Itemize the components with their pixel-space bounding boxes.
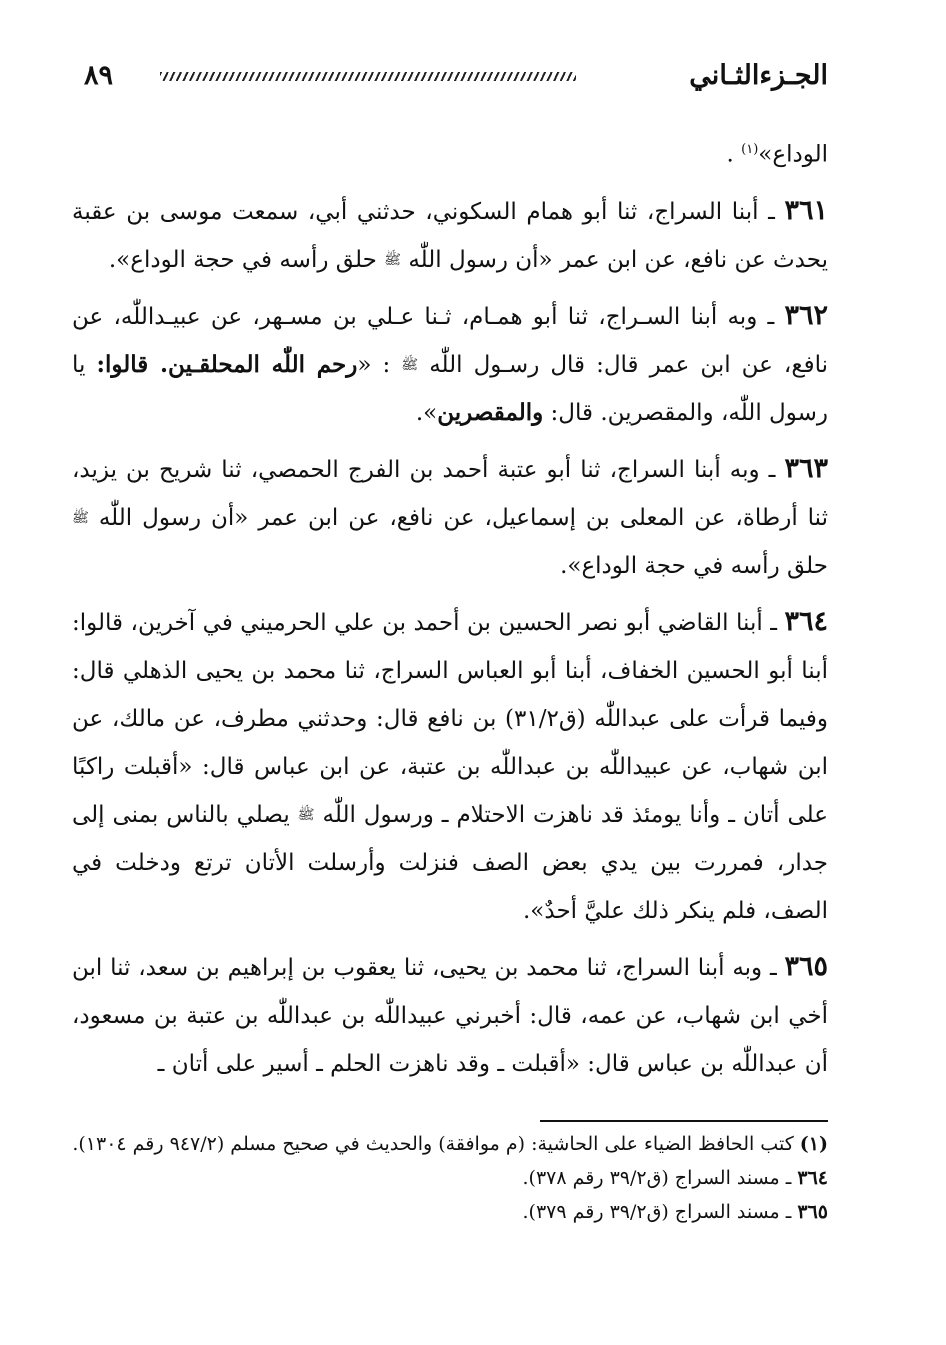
body-text [72, 126, 828, 1088]
hadith-text: ـ وبه أبنا السراج، ثنا محمد بن يحيى، ثنا يعقوب بن إبراهيم بن سعد، ثنا ابن أخي ابن شهاب، عن عمه، قال: أخبرني عبيداللّٰه بن عبداللّٰه بن عتبة بن مسعود، أن عبداللّٰه بن عباس قال: «أقبلت ـ وقد ناهزت الحلم ـ أسير على أتان ـ [72, 954, 828, 1077]
footnote-ref: (١) [741, 142, 759, 157]
page-number: ٨٩ [84, 60, 114, 91]
footnote-number: (١) [799, 1133, 828, 1155]
salutation-glyph: ﷺ [297, 806, 315, 823]
footnote-divider [540, 1120, 828, 1122]
footnote-364 [72, 1162, 828, 1194]
hadith-quote-bold: رحم اللّٰه المحلقـين. قالوا: [96, 350, 358, 378]
footnote-1 [72, 1128, 828, 1160]
hadith-number: ٣٦٣ [784, 452, 828, 484]
hadith-number: ٣٦٢ [784, 299, 828, 331]
hadith-text: يا رسول اللّٰه، والمقصرين. قال: [72, 351, 828, 426]
hadith-text: حلق رأسه في حجة الوداع». [560, 552, 828, 579]
hadith-text: ». [415, 399, 438, 426]
footnotes [72, 1128, 828, 1228]
hadith-text: ـ وبه أبنا السـراج، ثنا أبو همـام، ثـنا عـلي بن مسـهر، عن عبيـداللّٰه، عن نافع، عن ابن عمر قال: قال رسـول اللّٰه [72, 303, 828, 378]
footnote-365 [72, 1196, 828, 1228]
hadith-text: : « [357, 351, 402, 378]
running-title: الجـزءالثـاني [689, 60, 828, 91]
hadith-number: ٣٦٤ [784, 605, 828, 637]
hadith-text: ـ أبنا القاضي أبو نصر الحسين بن أحمد بن علي الحرميني في آخرين، قالوا: أبنا أبو الحسين الخفاف، أبنا أبو العباس السراج، ثنا محمد بن يحيى الذهلي قال: وفيما قرأت على عبداللّٰه (ق٣١/٢) بن نافع قال: وحدثني مطرف، عن مالك، عن ابن شهاب، عن عبيداللّٰه بن عبداللّٰه بن عتبة، عن ابن عباس قال: «أقبلت راكبًا على أتان ـ وأنا يومئذ قد ناهزت الاحتلام ـ ورسول اللّٰه [72, 609, 828, 828]
footnote-text: كتب الحافظ الضياء على الحاشية: (م موافقة) والحديث في صحيح مسلم (٩٤٧/٢ رقم ١٣٠٤). [72, 1133, 800, 1155]
hadith-number: ٣٦٥ [784, 950, 828, 982]
continuation-text: الوداع» [758, 141, 828, 168]
footnote-number: ٣٦٤ [797, 1167, 828, 1189]
salutation-glyph: ﷺ [401, 356, 419, 373]
hadith-365 [72, 943, 828, 1088]
footnote-number: ٣٦٥ [797, 1201, 828, 1223]
hadith-text: يصلي بالناس بمنى إلى جدار، فمررت بين يدي بعض الصف فنزلت وأرسلت الأتان ترتع ودخلت في الصف، فلم ينكر ذلك عليَّ أحدٌ». [72, 801, 828, 924]
footnote-text: ـ مسند السراج (ق٣٩/٢ رقم ٣٧٩). [522, 1201, 798, 1223]
header-rule [160, 72, 576, 81]
hadith-362 [72, 292, 828, 437]
continuation-end: . [726, 141, 742, 168]
hadith-text: ـ أبنا السراج، ثنا أبو همام السكوني، حدثني أبي، سمعت موسى بن عقبة يحدث عن نافع، عن ابن عمر «أن رسول اللّٰه [72, 198, 828, 273]
continuation-line [72, 126, 828, 179]
hadith-number: ٣٦١ [784, 194, 828, 226]
salutation-glyph: ﷺ [384, 251, 402, 268]
hadith-text: حلق رأسه في حجة الوداع». [108, 246, 385, 273]
footnote-text: ـ مسند السراج (ق٣٩/٢ رقم ٣٧٨). [522, 1167, 798, 1189]
hadith-364 [72, 598, 828, 935]
hadith-361 [72, 187, 828, 284]
salutation-glyph: ﷺ [72, 509, 89, 526]
hadith-363 [72, 445, 828, 590]
hadith-text: ـ وبه أبنا السراج، ثنا أبو عتبة أحمد بن الفرج الحمصي، ثنا شريح بن يزيد، ثنا أرطاة، عن المعلى بن إسماعيل، عن نافع، عن ابن عمر «أن رسول اللّٰه [72, 456, 828, 531]
hadith-quote-bold: والمقصرين [437, 398, 544, 426]
